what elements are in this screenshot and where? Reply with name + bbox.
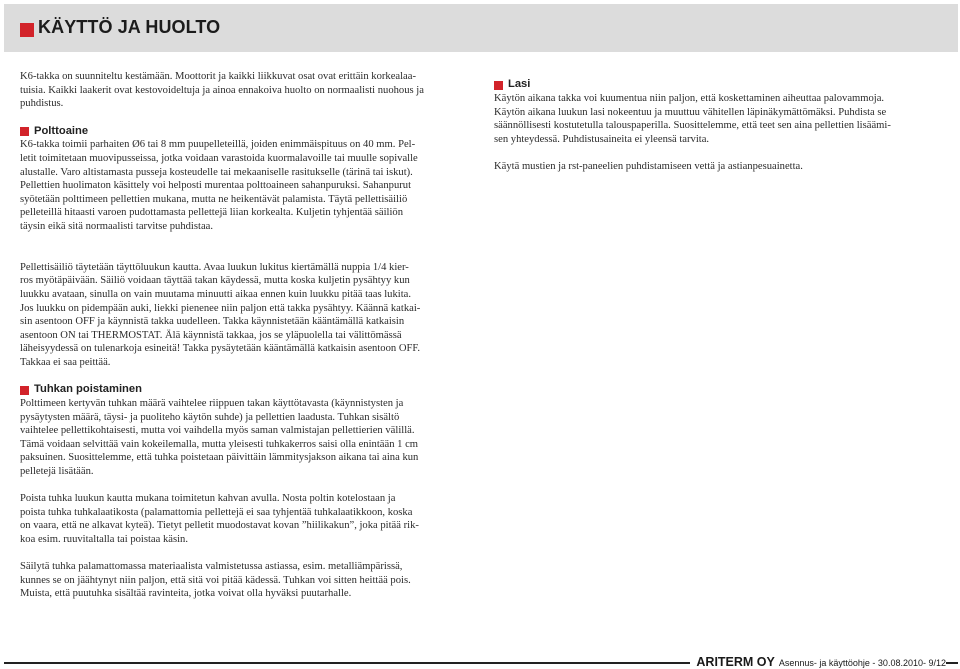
intro-paragraph: K6-takka on suunniteltu kestämään. Moottorit ja kaikki liikkuvat osat ovat erittäin korkealaa- tuisia. Kaikki laakerit ovat kestovoideltuja ja ainoa ennakoiva huolto on normaalisti nuohous ja puhdistus. xyxy=(20,71,424,110)
ash-section-heading xyxy=(20,383,468,397)
panel-cleaning-paragraph: Käytä mustien ja rst-paneelien puhdistamiseen vettä ja astianpesuainetta. xyxy=(494,160,803,172)
glass-section-heading xyxy=(494,78,934,92)
ash-red-square xyxy=(20,386,29,395)
ash-paragraph-3: Säilytä tuhka palamattomassa materiaalista valmistetussa astiassa, esim. metalliämpärissä, kunnes se on jäähtynyt niin paljon, että sitä voi pitää kädessä. Tuhkan voi sitten heittää pois. Muista, että puutuhka sisältää ravinteita, jotka voivat olla hyväksi puutarhalle. xyxy=(20,561,411,600)
right-column xyxy=(494,78,934,174)
fuel-heading-text: Polttoaine xyxy=(34,124,89,137)
left-column xyxy=(20,70,468,601)
ash-paragraph-2: Poista tuhka luukun kautta mukana toimitetun kahvan avulla. Nosta poltin kotelostaan ja poista tuhka tuhkalaatikosta (palamattomia pellettejä ei saa tyhjentää tuhkalaatikkoon, koska on vaara, että ne alkavat kyteä). Tietyt pelletit muodostavat kovan ”hiilikakun”, joka pitää rik- koa esim. ruuvitaltalla tai poistaa käsin. xyxy=(20,493,419,545)
footer-page-info: Asennus- ja käyttöohje - 30.08.2010- 9/12 xyxy=(778,658,946,668)
fill-paragraph: Pellettisäiliö täytetään täyttöluukun kautta. Avaa luukun lukitus kiertämällä nuppia 1/4 kier- ros myötäpäivään. Säiliö voidaan täyttää takan käydessä, mutta koska kuljetin pysähtyy kun luukku avataan, sinulla on vain muutama minuutti aikaa ennen kuin luukku pitää taas lukita. Jos luukku on pidempään auki, liekki pienenee niin paljon että takka pysähtyy. Käännä katkai- sin asentoon OFF ja käynnistä takka uudelleen. Takka käynnistetään kääntämällä katkaisin asentoon ON tai THERMOSTAT. Älä käynnistä takkaa, jos se yläpuolella tai välittömässä läheisyydessä on tulenarkoja esineitä! Takka pysäytetään kääntämällä katkaisin asentoon OFF. Takkaa ei saa peittää. xyxy=(20,261,421,368)
ash-heading-text: Tuhkan poistaminen xyxy=(34,383,142,396)
header-red-square xyxy=(20,23,34,37)
ash-paragraph: Polttimeen kertyvän tuhkan määrä vaihtelee riippuen takan käyttötavasta (käynnistysten ja pysäytysten määrä, täysi- ja puoliteho käytön suhde) ja pellettien laadusta. Tuhkan sisältö vaihtelee pellettikohtaisesti, mutta voi vaihdella myös saman valmistajan pellettierien välillä. Tämä voidaan selvittää vain kokeilemalla, mutta yleisesti tuhkakerros saisi olla enintään 1 cm paksuinen. Suosittelemme, että tuhka poistetaan päivittäin lämmitysjakson aikana tai aina kun pelletejä lisätään. xyxy=(20,398,419,478)
glass-paragraph: Käytön aikana takka voi kuumentua niin paljon, että koskettaminen aiheuttaa palovammoja. Käytön aikana luukun lasi nokeentuu ja muuttuu vähitellen läpinäkymättömäksi. Puhdista se säännöllisesti kostutetulla talouspaperilla. Suosittelemme, että teet sen aina pellettien lisäämi- sen yhteydessä. Puhdistusaineita ei yleensä tarvita. xyxy=(494,93,891,145)
footer-brand: ARITERM OY xyxy=(696,655,775,669)
glass-heading-text: Lasi xyxy=(508,78,531,91)
fuel-section-heading xyxy=(20,124,468,138)
glass-red-square xyxy=(494,81,503,90)
page-title: KÄYTTÖ JA HUOLTO xyxy=(38,17,221,37)
fuel-red-square xyxy=(20,127,29,136)
fuel-paragraph: K6-takka toimii parhaiten Ø6 tai 8 mm puupelleteillä, joiden enimmäispituus on 40 mm. Pel- letit toimitetaan muovipusseissa, jotka voidaan varastoida kuormalavoille tai muulle sopivalle alustalle. Varo altistamasta pusseja kosteudelle tai mekaaniselle rasitukselle (tärinä tai iskut). Pellettien huolimaton käsittely voi helposti murentaa polttoaineen sahanpuruksi. Sahanpurut syötetään polttimeen pellettien mukana, mutta ne heikentävät palamista. Täytä pellettisäiliö pelleteillä hitaasti varoen pudottamasta pellettejä liian korkealta. Kuljetin tyhjentää säiliön täysin eikä sitä normaalisti tarvitse puhdistaa. xyxy=(20,139,418,232)
